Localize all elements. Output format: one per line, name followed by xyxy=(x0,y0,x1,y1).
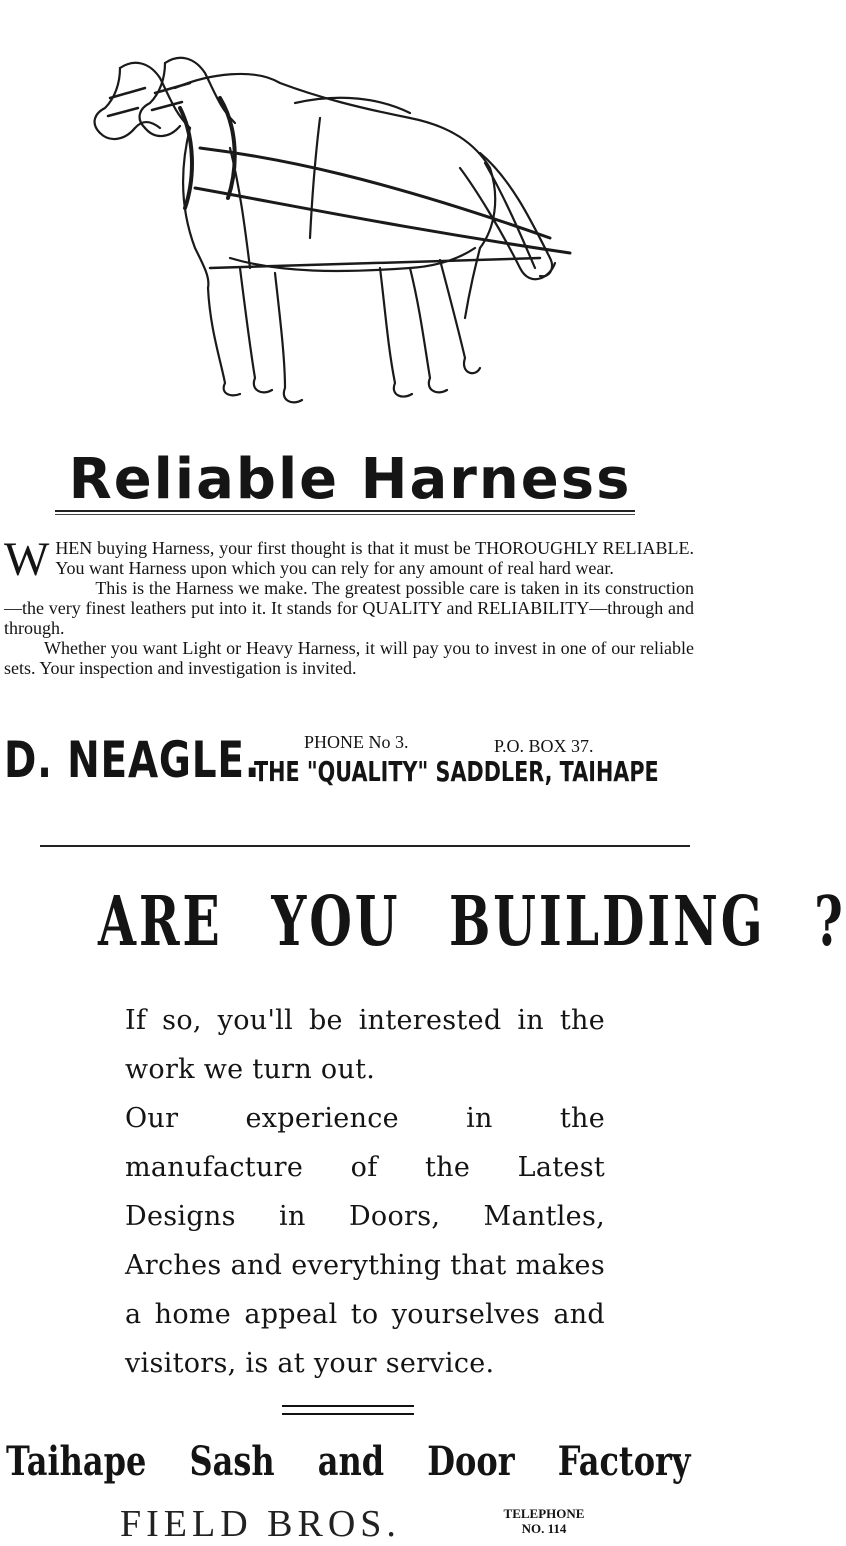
telephone-block xyxy=(484,1506,604,1536)
harness-body xyxy=(4,533,694,678)
ornamental-rule xyxy=(282,1405,414,1415)
telephone-label: TELEPHONE xyxy=(503,1506,585,1521)
building-headline: ARE YOU BUILDING ? xyxy=(97,882,846,962)
pitch-paragraph-1: If so, you'll be interested in the work we turn out. xyxy=(125,1005,605,1085)
saddler-tagline: THE "QUALITY" SADDLER, TAIHAPE xyxy=(254,755,659,788)
harness-signoff xyxy=(4,730,698,840)
harness-paragraph-2: This is the Harness we make. The greatest possible care is taken in its construction—the very finest leathers put into it. It stands for QUALITY and RELIABILITY—through and through. xyxy=(4,578,694,638)
harness-paragraph-3: Whether you want Light or Heavy Harness, it will pay you to invest in one of our reliable sets. Your inspection and investigation is invited. xyxy=(4,638,694,678)
brand-name: D. NEAGLE. xyxy=(4,731,261,789)
telephone-number: NO. 114 xyxy=(521,1521,567,1536)
proprietor-name: FIELD BROS. xyxy=(120,1503,401,1545)
harness-headline: Reliable Harness xyxy=(68,447,632,512)
building-pitch xyxy=(125,996,605,1388)
horse-team-illustration xyxy=(80,28,600,428)
po-box: P.O. BOX 37. xyxy=(494,736,594,756)
drop-cap: W xyxy=(4,533,50,586)
harness-paragraph-1 xyxy=(4,533,694,586)
headline-underline xyxy=(55,510,635,515)
pitch-paragraph-2: Our experience in the manufacture of the Latest Designs in Doors, Mantles, Arches and everything that makes a home appeal to yourselves and visitors, is at your service. xyxy=(125,1103,605,1379)
business-name: Taihape Sash and Door Factory xyxy=(6,1438,691,1485)
advert-divider xyxy=(40,845,690,847)
phone-number: PHONE No 3. xyxy=(304,732,409,752)
harness-paragraph-1-text: HEN buying Harness, your first thought is that it must be THOROUGHLY RELIABLE. You want Harness upon which you can rely for any amount of real hard wear. xyxy=(55,538,694,578)
